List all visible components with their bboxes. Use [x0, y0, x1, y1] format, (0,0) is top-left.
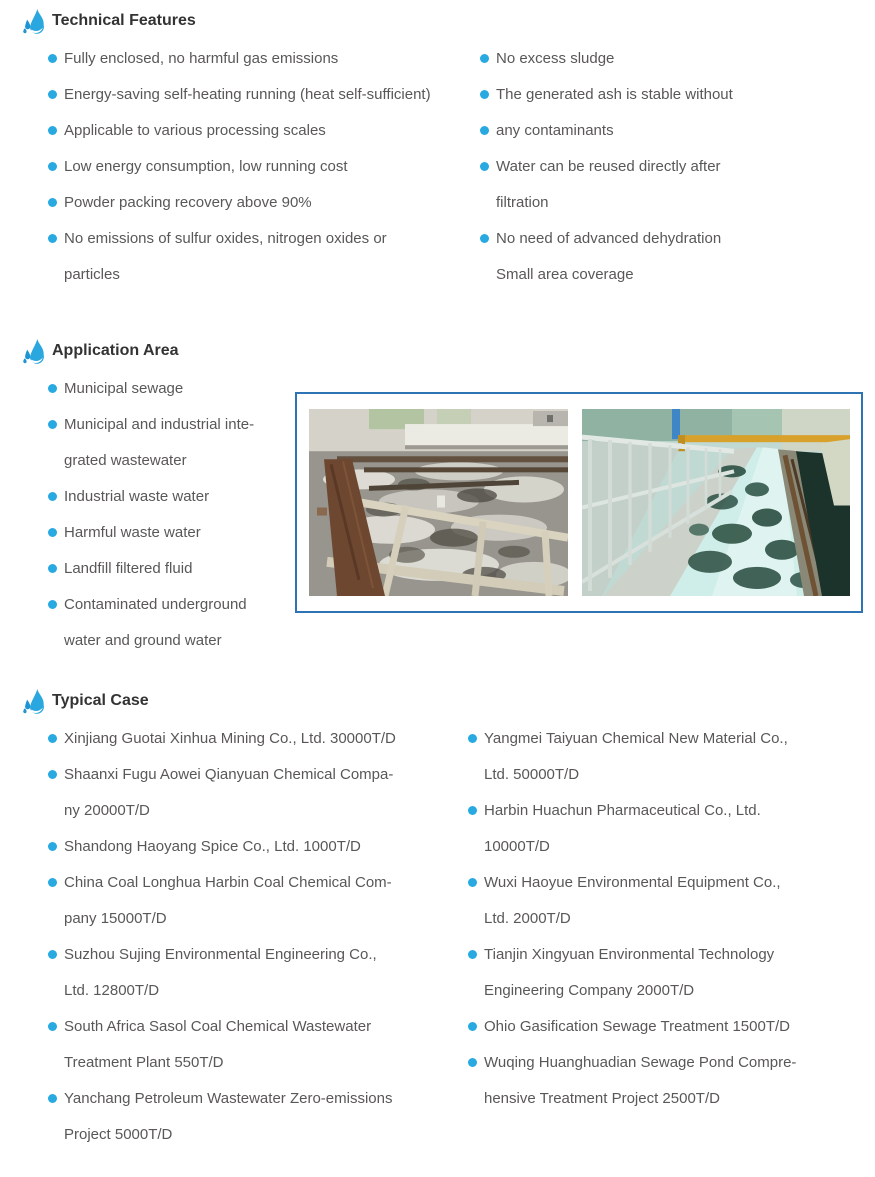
bullet-dot-icon — [48, 600, 57, 609]
list-item-text: Landfill filtered fluid — [64, 559, 193, 577]
bullet-dot-icon — [468, 806, 477, 815]
list-item-text: Water can be reused directly after — [496, 157, 721, 175]
bullet-dot-icon — [48, 492, 57, 501]
list-item-line — [48, 720, 468, 756]
list-item-line — [48, 622, 295, 658]
list-item-text: ny 20000T/D — [64, 801, 150, 819]
list-item-line — [468, 792, 875, 828]
list-item-line — [480, 112, 875, 148]
list-item-line — [480, 184, 875, 220]
list-item-line — [48, 256, 480, 292]
list-item-text: Ltd. 50000T/D — [484, 765, 580, 783]
section-typical-case — [0, 686, 875, 1152]
list-item-line — [48, 40, 480, 76]
bullet-dot-icon — [468, 734, 477, 743]
list-item-line — [48, 514, 295, 550]
list-item-text: 10000T/D — [484, 837, 550, 855]
list-item-text: No need of advanced dehydration — [496, 229, 722, 247]
list-item-line — [468, 972, 875, 1008]
list-item-text: Harmful waste water — [64, 523, 201, 541]
list-item-line — [48, 220, 480, 256]
list-item-text: Wuxi Haoyue Environmental Equipment Co., — [484, 873, 781, 891]
list-item-text: No emissions of sulfur oxides, nitrogen oxides or — [64, 229, 387, 247]
water-splash-icon — [22, 8, 45, 35]
list-item-text: any contaminants — [496, 121, 614, 139]
list-item-text: China Coal Longhua Harbin Coal Chemical Com- — [64, 873, 392, 891]
list-item-text: Tianjin Xingyuan Environmental Technology — [484, 945, 775, 963]
bullet-dot-icon — [480, 54, 489, 63]
bullet-dot-icon — [468, 950, 477, 959]
list-item-line — [480, 76, 875, 112]
list-item-text: pany 15000T/D — [64, 909, 167, 927]
bullet-dot-icon — [468, 878, 477, 887]
bullet-dot-icon — [48, 126, 57, 135]
bullet-dot-icon — [480, 90, 489, 99]
list-item-line — [48, 1044, 468, 1080]
list-item-text: Suzhou Sujing Environmental Engineering Co., — [64, 945, 377, 963]
list-item-line — [48, 792, 468, 828]
list-item-text: Contaminated underground — [64, 595, 247, 613]
list-item-text: Powder packing recovery above 90% — [64, 193, 312, 211]
bullet-dot-icon — [480, 234, 489, 243]
list-item-text: Municipal and industrial inte- — [64, 415, 255, 433]
list-item-text: water and ground water — [64, 631, 222, 649]
list-item-text: Fully enclosed, no harmful gas emissions — [64, 49, 339, 67]
list-item-line — [48, 1008, 468, 1044]
list-item-text: Ltd. 12800T/D — [64, 981, 160, 999]
list-item-text: Treatment Plant 550T/D — [64, 1053, 224, 1071]
list-item-text: Ohio Gasification Sewage Treatment 1500T/D — [484, 1017, 790, 1035]
list-item-line — [48, 112, 480, 148]
bullet-dot-icon — [48, 842, 57, 851]
photo-frame — [295, 392, 863, 613]
list-item-text: Shaanxi Fugu Aowei Qianyuan Chemical Compa- — [64, 765, 394, 783]
list-item-text: Energy-saving self-heating running (heat self-sufficient) — [64, 85, 431, 103]
list-item-line — [48, 1116, 468, 1152]
list-item-line — [48, 550, 295, 586]
list-item-line — [480, 256, 875, 292]
bullet-dot-icon — [480, 126, 489, 135]
bullet-dot-icon — [468, 1058, 477, 1067]
list-item-text: filtration — [496, 193, 549, 211]
case-list-right — [468, 720, 875, 1152]
list-item-line — [48, 442, 295, 478]
list-item-line — [48, 184, 480, 220]
list-item-line — [480, 220, 875, 256]
feature-list-left — [0, 40, 480, 292]
list-item-line — [48, 370, 295, 406]
list-item-line — [480, 148, 875, 184]
water-splash-icon — [22, 338, 45, 365]
section-title: Typical Case — [52, 692, 149, 709]
list-item-text: Industrial waste water — [64, 487, 210, 505]
list-item-text: Wuqing Huanghuadian Sewage Pond Compre- — [484, 1053, 797, 1071]
list-item-line — [468, 864, 875, 900]
list-item-line — [48, 900, 468, 936]
bullet-dot-icon — [48, 564, 57, 573]
list-item-line — [468, 936, 875, 972]
list-item-text: Yangmei Taiyuan Chemical New Material Co., — [484, 729, 788, 747]
section-technical-features — [0, 6, 875, 292]
list-item-text: Ltd. 2000T/D — [484, 909, 571, 927]
list-item-text: Engineering Company 2000T/D — [484, 981, 695, 999]
list-item-line — [468, 1080, 875, 1116]
case-list-left — [0, 720, 468, 1152]
list-item-line — [468, 828, 875, 864]
list-item-text: grated wastewater — [64, 451, 187, 469]
feature-list-right — [480, 40, 875, 292]
bullet-dot-icon — [48, 198, 57, 207]
bullet-dot-icon — [468, 1022, 477, 1031]
wastewater-aeration-tank-photo — [309, 409, 568, 596]
list-item-text: South Africa Sasol Coal Chemical Wastewater — [64, 1017, 372, 1035]
list-item-line — [48, 972, 468, 1008]
list-item-text: Low energy consumption, low running cost — [64, 157, 348, 175]
section-header — [0, 6, 875, 36]
section-title: Technical Features — [52, 12, 196, 29]
bullet-dot-icon — [48, 420, 57, 429]
list-item-line — [48, 936, 468, 972]
list-item-line — [48, 828, 468, 864]
bullet-dot-icon — [48, 734, 57, 743]
bullet-dot-icon — [48, 770, 57, 779]
bullet-dot-icon — [48, 384, 57, 393]
list-item-line — [48, 586, 295, 622]
list-item-line — [480, 40, 875, 76]
bullet-dot-icon — [48, 162, 57, 171]
two-column-list — [0, 720, 875, 1152]
list-item-line — [48, 864, 468, 900]
application-list — [0, 370, 295, 658]
section-header — [0, 336, 875, 366]
section-title: Application Area — [52, 342, 179, 359]
two-column-list — [0, 40, 875, 292]
bullet-dot-icon — [48, 528, 57, 537]
list-item-text: Municipal sewage — [64, 379, 184, 397]
bullet-dot-icon — [48, 90, 57, 99]
list-item-line — [468, 1044, 875, 1080]
list-item-line — [468, 1008, 875, 1044]
list-item-line — [48, 756, 468, 792]
section-header — [0, 686, 875, 716]
list-item-text: particles — [64, 265, 120, 283]
application-content — [0, 370, 875, 658]
list-item-text: hensive Treatment Project 2500T/D — [484, 1089, 720, 1107]
list-item-text: The generated ash is stable without — [496, 85, 733, 103]
list-item-line — [48, 76, 480, 112]
list-item-text: Shandong Haoyang Spice Co., Ltd. 1000T/D — [64, 837, 361, 855]
list-item-text: Yanchang Petroleum Wastewater Zero-emissions — [64, 1089, 393, 1107]
section-application-area — [0, 336, 875, 658]
list-item-text: Project 5000T/D — [64, 1125, 173, 1143]
list-item-line — [468, 720, 875, 756]
list-item-line — [48, 406, 295, 442]
list-item-text: No excess sludge — [496, 49, 615, 67]
list-item-text: Applicable to various processing scales — [64, 121, 326, 139]
list-item-line — [48, 1080, 468, 1116]
list-item-text: Xinjiang Guotai Xinhua Mining Co., Ltd. 30000T/D — [64, 729, 396, 747]
bullet-dot-icon — [48, 1022, 57, 1031]
list-item-line — [48, 478, 295, 514]
list-item-line — [48, 148, 480, 184]
bullet-dot-icon — [48, 1094, 57, 1103]
list-item-text: Small area coverage — [496, 265, 634, 283]
list-item-text: Harbin Huachun Pharmaceutical Co., Ltd. — [484, 801, 761, 819]
water-splash-icon — [22, 688, 45, 715]
aeration-basin-railing-photo — [582, 409, 850, 596]
bullet-dot-icon — [48, 54, 57, 63]
bullet-dot-icon — [48, 234, 57, 243]
bullet-dot-icon — [480, 162, 489, 171]
bullet-dot-icon — [48, 878, 57, 887]
list-item-line — [468, 756, 875, 792]
list-item-line — [468, 900, 875, 936]
bullet-dot-icon — [48, 950, 57, 959]
